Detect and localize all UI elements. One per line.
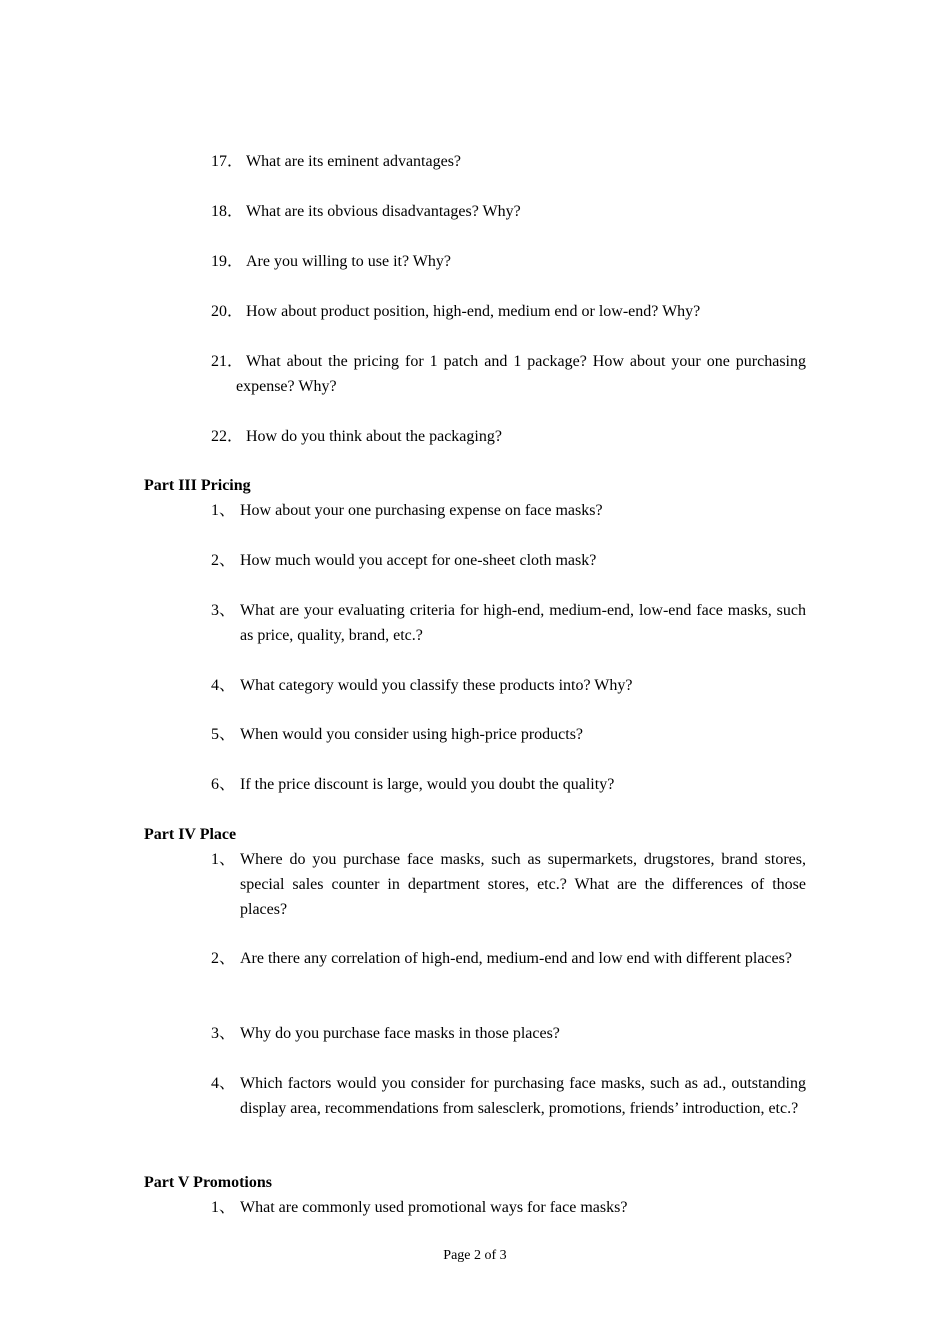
question-22 [211,424,806,449]
item-number: 2、 [211,552,236,569]
item-number: 4、 [211,1075,236,1092]
promotions-item-1 [211,1195,806,1220]
question-text: What are its obvious disadvantages? Why? [246,203,521,220]
section-heading-promotions: Part V Promotions [144,1174,272,1191]
question-text: Are you willing to use it? Why? [246,253,451,270]
question-text: What are its eminent advantages? [246,153,462,170]
pricing-item-1 [211,498,806,523]
item-number: 1、 [211,502,236,519]
pricing-item-2 [211,548,806,573]
question-number: 19． [211,253,244,270]
pricing-item-6 [211,772,806,797]
item-number: 4、 [211,677,236,694]
item-text: How much would you accept for one-sheet cloth mask? [240,552,597,569]
place-item-2 [211,946,806,971]
place-item-3 [211,1021,806,1046]
item-text: What are commonly used promotional ways for face masks? [240,1199,628,1216]
question-18 [211,199,806,224]
question-text: What about the pricing for 1 patch and 1 package? How about your one purchasing expense? Why? [236,353,806,395]
item-text: Where do you purchase face masks, such as supermarkets, drugstores, brand stores, special sales counter in department stores, etc.? What are the differences of those places? [240,851,806,918]
question-number: 18． [211,203,244,220]
question-21 [211,349,806,399]
item-text: If the price discount is large, would you doubt the quality? [240,776,615,793]
question-number: 17． [211,153,244,170]
item-text: What are your evaluating criteria for high-end, medium-end, low-end face masks, such as price, quality, brand, etc.? [240,602,806,644]
place-item-4 [211,1071,806,1121]
page-footer: Page 2 of 3 [443,1248,507,1263]
item-number: 1、 [211,851,236,868]
item-text: Why do you purchase face masks in those places? [240,1025,560,1042]
item-number: 3、 [211,1025,236,1042]
question-number: 20． [211,303,244,320]
section-heading-pricing: Part III Pricing [144,477,251,494]
question-number: 21． [211,353,244,370]
pricing-item-3 [211,598,806,648]
place-item-1 [211,847,806,922]
item-text: When would you consider using high-price products? [240,726,584,743]
item-number: 6、 [211,776,236,793]
section-heading-place: Part IV Place [144,826,237,843]
item-text: Which factors would you consider for purchasing face masks, such as ad., outstanding display area, recommendations from salesclerk, promotions, friends’ introduction, etc.? [240,1075,806,1117]
item-text: How about your one purchasing expense on face masks? [240,502,603,519]
question-17 [211,149,806,174]
question-text: How about product position, high-end, medium end or low-end? Why? [246,303,701,320]
item-text: Are there any correlation of high-end, medium-end and low end with different places? [240,950,792,967]
pricing-item-4 [211,673,806,698]
item-number: 5、 [211,726,236,743]
item-number: 1、 [211,1199,236,1216]
item-text: What category would you classify these products into? Why? [240,677,633,694]
item-number: 3、 [211,602,236,619]
pricing-item-5 [211,722,806,747]
question-19 [211,249,806,274]
question-number: 22． [211,428,244,445]
question-20 [211,299,806,324]
item-number: 2、 [211,950,236,967]
question-text: How do you think about the packaging? [246,428,502,445]
